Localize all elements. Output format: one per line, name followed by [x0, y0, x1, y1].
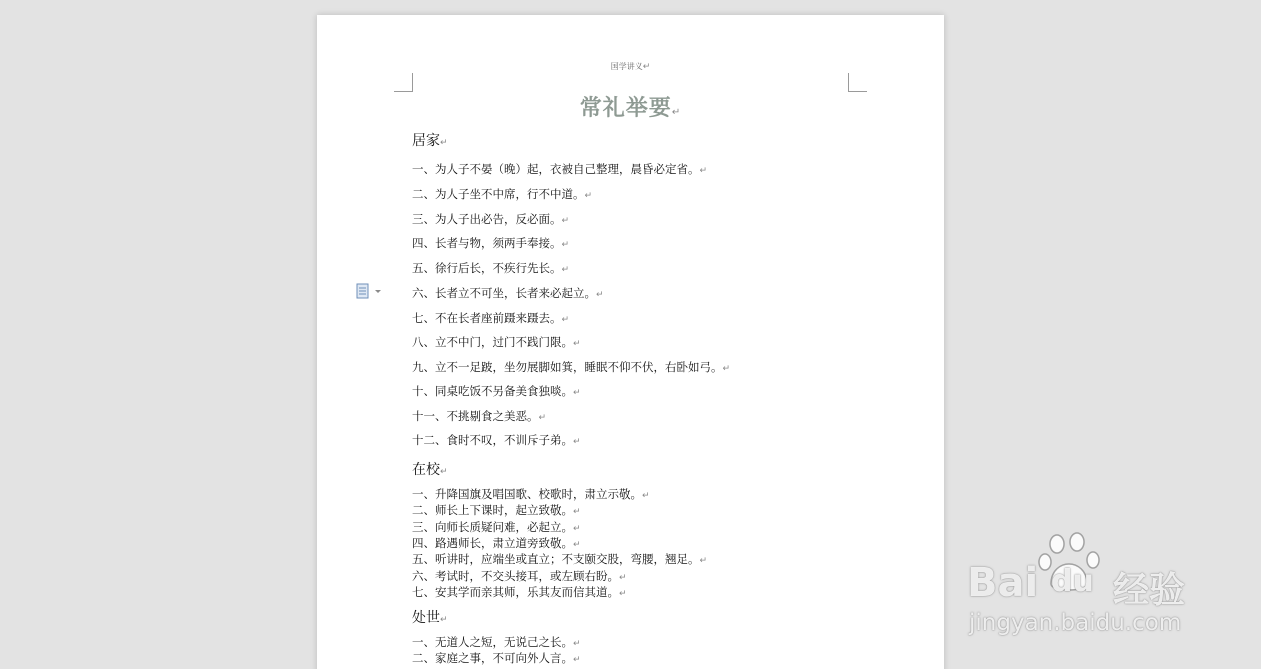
- page-header[interactable]: [317, 61, 944, 72]
- paragraph-line[interactable]: [412, 568, 627, 584]
- section-heading-text: 在校: [412, 462, 440, 478]
- return-mark: ↵: [538, 413, 547, 423]
- return-mark: ↵: [573, 388, 581, 398]
- baidu-watermark: [965, 530, 1205, 650]
- paragraph-line[interactable]: [412, 634, 581, 650]
- paragraph-text: 一、为人子不晏（晚）起，衣被自己整理，晨昏必定省。: [412, 162, 700, 176]
- margin-corner-top-left: [394, 73, 413, 92]
- paragraph-line[interactable]: [412, 334, 581, 350]
- paragraph-line[interactable]: [412, 551, 707, 567]
- paragraph-line[interactable]: [412, 285, 604, 301]
- section-heading[interactable]: [412, 607, 448, 627]
- watermark-url-text: jingyan.baidu.com: [969, 610, 1182, 636]
- watermark-url: [969, 610, 1181, 636]
- paragraph-text: 三、向师长质疑问难，必起立。: [412, 520, 573, 534]
- return-mark: ↵: [440, 615, 448, 625]
- paragraph-line[interactable]: [412, 502, 581, 518]
- paragraph-text: 七、不在长者座前蹑来蹑去。: [412, 311, 562, 325]
- return-mark: ↵: [573, 524, 581, 534]
- return-mark: ↵: [596, 290, 604, 300]
- paragraph-line[interactable]: [412, 211, 569, 227]
- return-mark: ↵: [573, 540, 581, 550]
- paragraph-line[interactable]: [412, 161, 707, 177]
- document-paste-options-icon[interactable]: [356, 283, 386, 299]
- return-mark: ↵: [440, 138, 448, 148]
- paragraph-text: 八、立不中门，过门不践门限。: [412, 335, 573, 349]
- return-mark: ↵: [561, 216, 570, 226]
- paragraph-text: 三、为人子出必告，反必面。: [412, 212, 562, 226]
- section-heading-text: 处世: [412, 610, 440, 626]
- paragraph-line[interactable]: [412, 260, 569, 276]
- return-mark: ↵: [671, 107, 682, 118]
- page-header-text: 国学讲义: [610, 62, 643, 71]
- paragraph-line[interactable]: [412, 408, 546, 424]
- watermark-product: [1113, 562, 1185, 613]
- paragraph-text: 六、长者立不可坐，长者来必起立。: [412, 286, 596, 300]
- document-title[interactable]: [317, 91, 944, 122]
- document-title-text: 常礼举要: [579, 96, 672, 121]
- return-mark: ↵: [561, 265, 570, 275]
- paragraph-text: 十一、不挑剔食之美恶。: [412, 409, 539, 423]
- watermark-brand-suffix-text: du: [1051, 564, 1094, 599]
- watermark-brand-text: Bai: [967, 560, 1039, 606]
- return-mark: ↵: [722, 364, 731, 374]
- paragraph-text: 二、家庭之事，不可向外人言。: [412, 651, 573, 665]
- paragraph-line[interactable]: [412, 186, 592, 202]
- paragraph-line[interactable]: [412, 584, 627, 600]
- return-mark: ↵: [573, 339, 581, 349]
- return-mark: ↵: [561, 240, 570, 250]
- paragraph-line[interactable]: [412, 359, 730, 375]
- paragraph-text: 七、安其学而亲其师，乐其友而信其道。: [412, 585, 619, 599]
- paragraph-text: 九、立不一足跛，坐勿展脚如箕，睡眠不仰不伏，右卧如弓。: [412, 360, 723, 374]
- paragraph-text: 一、无道人之短，无说己之长。: [412, 635, 573, 649]
- return-mark: ↵: [619, 573, 627, 583]
- paragraph-text: 五、徐行后长，不疾行先长。: [412, 261, 562, 275]
- paragraph-text: 一、升降国旗及唱国歌、校歌时，肃立示敬。: [412, 487, 642, 501]
- paragraph-line[interactable]: [412, 519, 581, 535]
- document-page[interactable]: [317, 15, 944, 669]
- paragraph-text: 十、同桌吃饭不另备美食独啖。: [412, 384, 573, 398]
- paragraph-text: 十二、食时不叹，不训斥子弟。: [412, 433, 573, 447]
- return-mark: ↵: [573, 655, 581, 665]
- return-mark: ↵: [699, 556, 708, 566]
- return-mark: ↵: [440, 467, 448, 477]
- section-heading[interactable]: [412, 130, 448, 150]
- watermark-brand-suffix: [1051, 564, 1094, 599]
- section-heading[interactable]: [412, 459, 448, 479]
- paragraph-line[interactable]: [412, 650, 581, 666]
- paragraph-text: 六、考试时，不交头接耳，或左顾右盼。: [412, 569, 619, 583]
- margin-corner-top-right: [848, 73, 867, 92]
- paragraph-line[interactable]: [412, 432, 581, 448]
- paragraph-line[interactable]: [412, 486, 650, 502]
- return-mark: ↵: [584, 191, 593, 201]
- paragraph-text: 二、为人子坐不中席，行不中道。: [412, 187, 585, 201]
- paragraph-text: 四、长者与物，须两手奉接。: [412, 236, 562, 250]
- return-mark: ↵: [561, 315, 570, 325]
- paragraph-line[interactable]: [412, 235, 569, 251]
- paragraph-line[interactable]: [412, 535, 581, 551]
- return-mark: ↵: [699, 166, 708, 176]
- return-mark: ↵: [642, 491, 650, 501]
- paragraph-line[interactable]: [412, 310, 569, 326]
- return-mark: ↵: [619, 589, 627, 599]
- return-mark: ↵: [642, 62, 651, 72]
- section-heading-text: 居家: [412, 133, 440, 149]
- paragraph-text: 五、听讲时，应端坐或直立；不支颐交股，弯腰，翘足。: [412, 552, 700, 566]
- return-mark: ↵: [573, 507, 581, 517]
- watermark-brand: [967, 560, 1038, 606]
- return-mark: ↵: [573, 437, 581, 447]
- watermark-product-text: 经验: [1113, 570, 1186, 611]
- paragraph-text: 二、师长上下课时，起立致敬。: [412, 503, 573, 517]
- paragraph-line[interactable]: [412, 383, 581, 399]
- paragraph-text: 四、路遇师长，肃立道旁致敬。: [412, 536, 573, 550]
- return-mark: ↵: [573, 639, 581, 649]
